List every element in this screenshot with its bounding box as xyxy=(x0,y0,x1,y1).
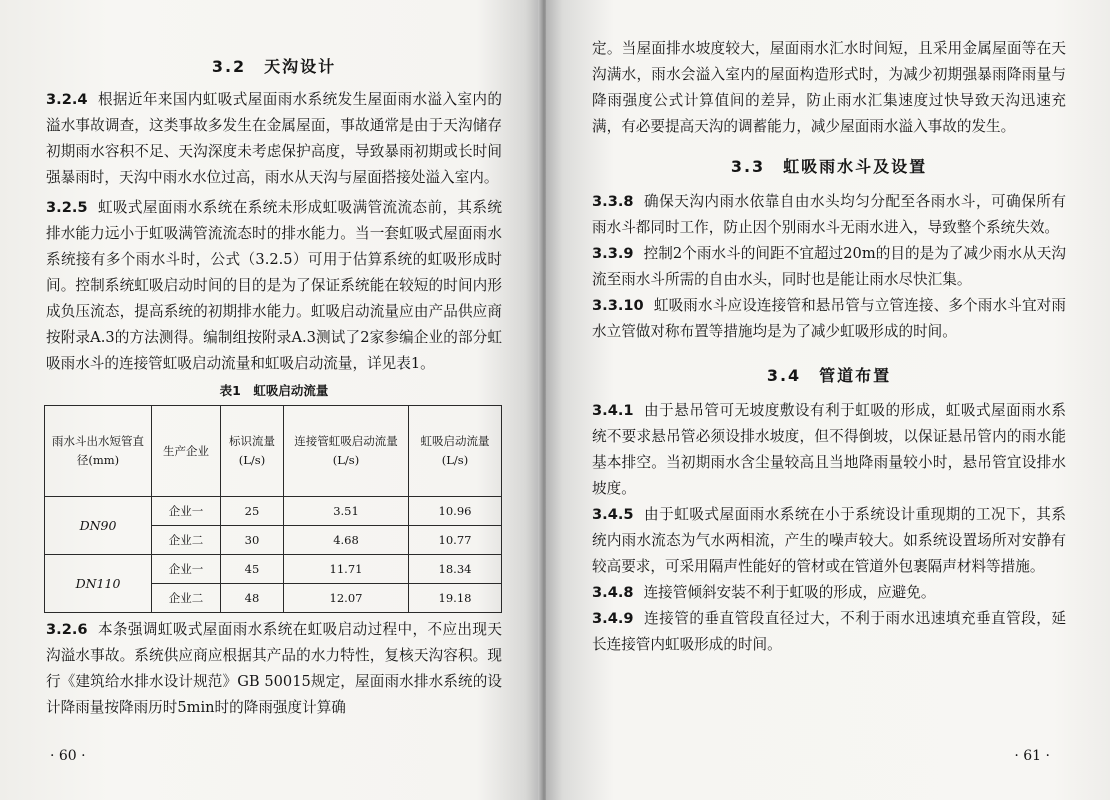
company-cell: 企业一 xyxy=(152,555,221,584)
paragraph-text: 连接管倾斜安装不利于虹吸的形成，应避免。 xyxy=(643,584,936,601)
paragraph-3-4-1 xyxy=(592,398,1066,502)
table-row xyxy=(45,497,502,526)
paragraph-text: 由于虹吸式屋面雨水系统在小于系统设计重现期的工况下，其系统内雨水流态为气水两相流，产生的噪声较大。如系统设置场所对安静有较高要求，可采用隔声性能好的管材或在管道外包裹隔声材料等措施。 xyxy=(592,506,1066,575)
clause-number: 3.2.5 xyxy=(46,199,88,216)
paragraph-3-3-10 xyxy=(592,293,1066,345)
clause-number: 3.2.4 xyxy=(46,91,88,108)
header-siphon-start-flow: 虹吸启动流量(L/s) xyxy=(409,406,502,497)
page-number: · 60 · xyxy=(50,748,86,764)
clause-number: 3.3.9 xyxy=(592,245,634,262)
paragraph-3-2-5 xyxy=(46,195,502,377)
rated-flow-cell: 45 xyxy=(221,555,284,584)
table-row xyxy=(45,555,502,584)
siphon-start-cell: 18.34 xyxy=(409,555,502,584)
diameter-cell: DN90 xyxy=(45,497,152,555)
pipe-start-cell: 12.07 xyxy=(284,584,409,613)
siphon-start-cell: 10.96 xyxy=(409,497,502,526)
paragraph-text: 控制2个雨水斗的间距不宜超过20m的目的是为了减少雨水从天沟流至雨水斗所需的自由水头，同时也是能让雨水尽快汇集。 xyxy=(592,245,1066,288)
paragraph-text: 定。当屋面排水坡度较大，屋面雨水汇水时间短，且采用金属屋面等在天沟满水，雨水会溢入室内的屋面构造形式时，为减少初期强暴雨降雨量与降雨强度公式计算值间的差异，防止雨水汇集速度过快导致天沟迅速充满，有必要提高天沟的调蓄能力，减少屋面雨水溢入事故的发生。 xyxy=(592,40,1066,135)
pipe-start-cell: 11.71 xyxy=(284,555,409,584)
rated-flow-cell: 48 xyxy=(221,584,284,613)
left-page xyxy=(0,0,542,800)
paragraph-text: 根据近年来国内虹吸式屋面雨水系统发生屋面雨水溢入室内的溢水事故调查，这类事故多发生在金属屋面，事故通常是由于天沟储存初期雨水容积不足、天沟深度未考虑保护高度，导致暴雨初期或长时间强暴雨时，天沟中雨水水位过高，雨水从天沟与屋面搭接处溢入室内。 xyxy=(46,91,502,186)
clause-number: 3.3.10 xyxy=(592,297,644,314)
paragraph-3-2-6 xyxy=(46,617,502,721)
page-number: · 61 · xyxy=(1014,748,1050,764)
header-rated-flow: 标识流量(L/s) xyxy=(221,406,284,497)
clause-number: 3.4.5 xyxy=(592,506,634,523)
diameter-cell: DN110 xyxy=(45,555,152,613)
paragraph-3-4-5 xyxy=(592,502,1066,580)
clause-number: 3.3.8 xyxy=(592,193,634,210)
pipe-start-cell: 3.51 xyxy=(284,497,409,526)
header-company: 生产企业 xyxy=(152,406,221,497)
header-pipe-start-flow: 连接管虹吸启动流量(L/s) xyxy=(284,406,409,497)
table-caption: 表1 虹吸启动流量 xyxy=(219,383,329,398)
company-cell: 企业一 xyxy=(152,497,221,526)
section-title-3-3: 3.3 虹吸雨水斗及设置 xyxy=(730,157,928,176)
siphon-start-cell: 10.77 xyxy=(409,526,502,555)
header-diameter: 雨水斗出水短管直径(mm) xyxy=(45,406,152,497)
paragraph-text: 虹吸雨水斗应设连接管和悬吊管与立管连接、多个雨水斗宜对雨水立管做对称布置等措施均是为了减少虹吸形成的时间。 xyxy=(592,297,1066,340)
siphon-start-cell: 19.18 xyxy=(409,584,502,613)
right-page xyxy=(546,0,1110,800)
paragraph-3-2-4 xyxy=(46,87,502,191)
siphon-flow-table xyxy=(44,405,502,613)
company-cell: 企业二 xyxy=(152,584,221,613)
paragraph-3-3-8 xyxy=(592,189,1066,241)
rated-flow-cell: 25 xyxy=(221,497,284,526)
paragraph-continued xyxy=(592,36,1066,140)
clause-number: 3.4.1 xyxy=(592,402,634,419)
rated-flow-cell: 30 xyxy=(221,526,284,555)
pipe-start-cell: 4.68 xyxy=(284,526,409,555)
paragraph-3-4-8 xyxy=(592,580,1066,606)
clause-number: 3.2.6 xyxy=(46,621,88,638)
paragraph-text: 连接管的垂直管段直径过大，不利于雨水迅速填充垂直管段，延长连接管内虹吸形成的时间。 xyxy=(592,610,1066,653)
paragraph-text: 确保天沟内雨水依靠自由水头均匀分配至各雨水斗，可确保所有雨水斗都同时工作，防止因个别雨水斗无雨水进入，导致整个系统失效。 xyxy=(592,193,1066,236)
paragraph-3-4-9 xyxy=(592,606,1066,658)
clause-number: 3.4.8 xyxy=(592,584,634,601)
company-cell: 企业二 xyxy=(152,526,221,555)
paragraph-text: 由于悬吊管可无坡度敷设有利于虹吸的形成，虹吸式屋面雨水系统不要求悬吊管必须设排水坡度，但不得倒坡，以保证悬吊管内的雨水能基本排空。当初期雨水含尘量较高且当地降雨量较小时，悬吊管宜设排水坡度。 xyxy=(592,402,1066,497)
section-title-3-4: 3.4 管道布置 xyxy=(766,366,892,385)
section-title-3-2: 3.2 天沟设计 xyxy=(211,57,337,76)
paragraph-3-3-9 xyxy=(592,241,1066,293)
clause-number: 3.4.9 xyxy=(592,610,634,627)
paragraph-text: 虹吸式屋面雨水系统在系统未形成虹吸满管流流态前，其系统排水能力远小于虹吸满管流流态时的排水能力。当一套虹吸式屋面雨水系统接有多个雨水斗时，公式（3.2.5）可用于估算系统的虹吸形成时间。控制系统虹吸启动时间的目的是为了保证系统能在较短的时间内形成负压流态，提高系统的初期排水能力。虹吸启动流量应由产品供应商按附录A.3的方法测得。编制组按附录A.3测试了2家参编企业的部分虹吸雨水斗的连接管虹吸启动流量和虹吸启动流量，详见表1。 xyxy=(46,199,502,372)
paragraph-text: 本条强调虹吸式屋面雨水系统在虹吸启动过程中，不应出现天沟溢水事故。系统供应商应根据其产品的水力特性，复核天沟容积。现行《建筑给水排水设计规范》GB 50015规定，屋面雨水排水系统的设计降雨量按降雨历时5min时的降雨强度计算确 xyxy=(46,621,502,716)
